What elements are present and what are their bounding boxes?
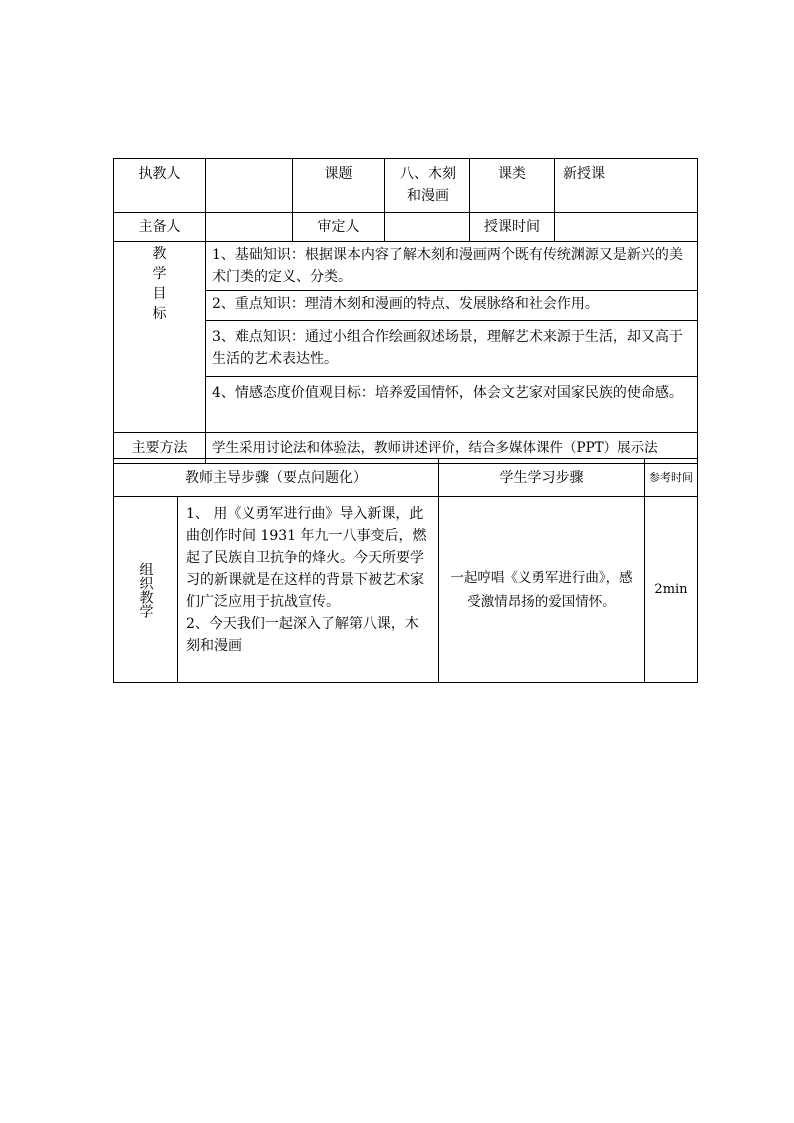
column-teacher-steps: 教师主导步骤（要点问题化） bbox=[114, 459, 439, 497]
method-value: 学生采用讨论法和体验法，教师讲述评价，结合多媒体课件（PPT）展示法 bbox=[206, 433, 698, 464]
teacher-step-2: 2、今天我们一起深入了解第八课，木刻和漫画 bbox=[186, 616, 419, 654]
goal-3: 3、难点知识：通过小组合作绘画叙述场景，理解艺术来源于生活，却又高于生活的艺术表达性。 bbox=[206, 321, 698, 377]
stage-label: 组织教学 bbox=[137, 561, 154, 618]
reviewer-value bbox=[385, 213, 470, 242]
stage-cell bbox=[114, 497, 178, 683]
teacher-value bbox=[206, 159, 293, 213]
time-label: 授课时间 bbox=[470, 213, 555, 242]
step-time: 2min bbox=[645, 497, 698, 683]
goals-label-char-3: 目 bbox=[152, 286, 167, 302]
type-value: 新授课 bbox=[555, 159, 698, 213]
goals-label-char-1: 教 bbox=[152, 246, 167, 262]
time-value bbox=[555, 213, 698, 242]
goals-label-char-4: 标 bbox=[152, 306, 167, 322]
teaching-steps-table bbox=[113, 458, 698, 683]
column-student-steps: 学生学习步骤 bbox=[439, 459, 645, 497]
goal-2: 2、重点知识：理清木刻和漫画的特点、发展脉络和社会作用。 bbox=[206, 291, 698, 321]
column-reference-time: 参考时间 bbox=[645, 459, 698, 497]
teacher-step-1: 1、 用《义勇军进行曲》导入新课，此曲创作时间 1931 年九一八事变后，燃起了民族自卫抗争的烽火。今天所要学习的新课就是在这样的背景下被艺术家们广泛应用于抗战宣传。 bbox=[186, 506, 427, 610]
type-label: 课类 bbox=[470, 159, 555, 213]
reviewer-label: 审定人 bbox=[293, 213, 385, 242]
teacher-label: 执教人 bbox=[114, 159, 206, 213]
teacher-steps-cell bbox=[178, 497, 439, 683]
student-step: 一起哼唱《义勇军进行曲》，感受激情昂扬的爱国情怀。 bbox=[439, 497, 645, 683]
method-label: 主要方法 bbox=[114, 433, 206, 464]
goal-4: 4、情感态度价值观目标：培养爱国情怀，体会文艺家对国家民族的使命感。 bbox=[206, 377, 698, 433]
topic-label: 课题 bbox=[293, 159, 385, 213]
goals-label bbox=[114, 242, 206, 433]
goals-label-char-2: 学 bbox=[152, 266, 167, 282]
goal-1: 1、基础知识：根据课本内容了解木刻和漫画两个既有传统渊源又是新兴的美术门类的定义、分类。 bbox=[206, 242, 698, 291]
lesson-header-table bbox=[113, 158, 698, 464]
preparer-value bbox=[206, 213, 293, 242]
preparer-label: 主备人 bbox=[114, 213, 206, 242]
topic-value: 八、木刻和漫画 bbox=[385, 159, 470, 213]
